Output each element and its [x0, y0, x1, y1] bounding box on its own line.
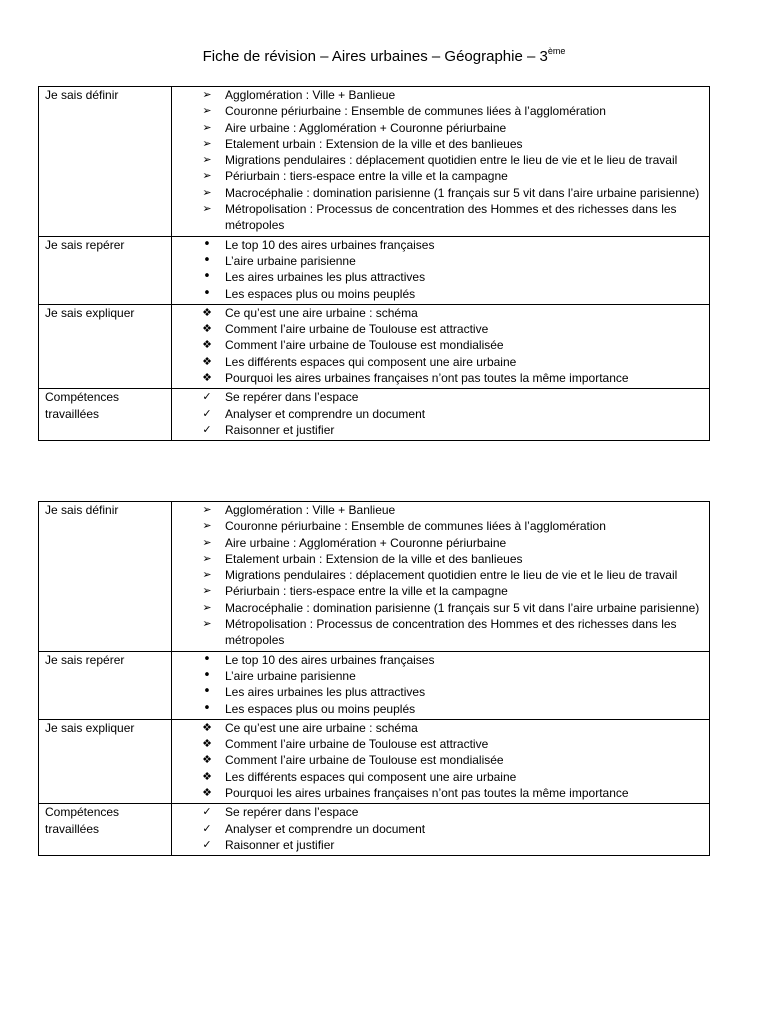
disc-bullet-icon: •	[203, 667, 211, 683]
check-bullet-icon: ✓	[202, 821, 212, 835]
list-item-text: Les différents espaces qui composent une aire urbaine	[225, 769, 517, 784]
list-item	[172, 535, 703, 551]
list-item	[172, 752, 703, 768]
list-item-text: Les aires urbaines les plus attractives	[225, 685, 426, 700]
arrow-bullet-icon: ➢	[202, 153, 212, 167]
bullet-list	[172, 389, 703, 438]
list-item-text: Le top 10 des aires urbaines françaises	[225, 652, 435, 667]
list-item	[172, 389, 703, 405]
list-item-text: Couronne périurbaine : Ensemble de communes liées à l’agglomération	[225, 519, 606, 534]
list-item-text: Ce qu’est une aire urbaine : schéma	[225, 720, 418, 735]
check-bullet-icon: ✓	[202, 805, 212, 819]
list-item	[172, 152, 703, 168]
arrow-bullet-icon: ➢	[202, 88, 212, 101]
list-item-text: Périurbain : tiers-espace entre la ville et la campagne	[225, 584, 508, 599]
diamond-bullet-icon: ❖	[202, 753, 212, 767]
disc-bullet-icon: •	[203, 252, 211, 268]
list-item	[172, 518, 703, 534]
row-label-competences-travaillees: Compétences travaillées	[39, 804, 172, 856]
list-item	[172, 286, 703, 302]
row-items-cell	[172, 502, 710, 652]
list-item	[172, 269, 703, 285]
list-item-text: Agglomération : Ville + Banlieue	[225, 503, 396, 517]
list-item	[172, 120, 703, 136]
list-item	[172, 321, 703, 337]
list-item	[172, 502, 703, 518]
list-item	[172, 567, 703, 583]
list-item	[172, 253, 703, 269]
list-item	[172, 354, 703, 370]
row-label-je-sais-definir: Je sais définir	[39, 87, 172, 237]
list-item	[172, 652, 703, 668]
arrow-bullet-icon: ➢	[202, 104, 212, 118]
bullet-list	[172, 720, 703, 801]
list-item-text: Pourquoi les aires urbaines françaises n’ont pas toutes la même importance	[225, 371, 629, 386]
disc-bullet-icon: •	[203, 684, 211, 700]
list-item	[172, 616, 703, 649]
row-items-cell	[172, 87, 710, 237]
row-items-cell	[172, 651, 710, 719]
row-items-cell	[172, 804, 710, 856]
list-item	[172, 736, 703, 752]
list-item-text: Raisonner et justifier	[225, 837, 335, 852]
diamond-bullet-icon: ❖	[202, 720, 212, 734]
disc-bullet-icon: •	[203, 236, 211, 252]
page-title	[0, 42, 768, 67]
arrow-bullet-icon: ➢	[202, 120, 212, 134]
list-item	[172, 684, 703, 700]
list-item	[172, 305, 703, 321]
list-item-text: Macrocéphalie : domination parisienne (1 français sur 5 vit dans l’aire urbaine parisienne)	[225, 600, 700, 615]
list-item	[172, 168, 703, 184]
list-item-text: Comment l’aire urbaine de Toulouse est attractive	[225, 737, 489, 752]
list-item-text: Aire urbaine : Agglomération + Couronne périurbaine	[225, 535, 507, 550]
arrow-bullet-icon: ➢	[202, 202, 212, 216]
list-item	[172, 583, 703, 599]
diamond-bullet-icon: ❖	[202, 737, 212, 751]
row-items-cell	[172, 236, 710, 304]
row-items-cell	[172, 389, 710, 441]
diamond-bullet-icon: ❖	[202, 371, 212, 385]
list-item-text: Les aires urbaines les plus attractives	[225, 270, 426, 285]
list-item	[172, 720, 703, 736]
diamond-bullet-icon: ❖	[202, 354, 212, 368]
list-item	[172, 551, 703, 567]
list-item-text: Aire urbaine : Agglomération + Couronne périurbaine	[225, 120, 507, 135]
table-row	[39, 87, 710, 237]
arrow-bullet-icon: ➢	[202, 503, 212, 516]
list-item-text: Périurbain : tiers-espace entre la ville et la campagne	[225, 169, 508, 184]
table-row	[39, 651, 710, 719]
arrow-bullet-icon: ➢	[202, 568, 212, 582]
check-bullet-icon: ✓	[202, 837, 212, 851]
list-item-text: Le top 10 des aires urbaines françaises	[225, 237, 435, 252]
table-row	[39, 804, 710, 856]
list-item	[172, 837, 703, 853]
arrow-bullet-icon: ➢	[202, 600, 212, 614]
list-item	[172, 600, 703, 616]
list-item-text: Raisonner et justifier	[225, 422, 335, 437]
list-item	[172, 103, 703, 119]
list-item	[172, 422, 703, 438]
table-row	[39, 719, 710, 803]
list-item-text: Ce qu’est une aire urbaine : schéma	[225, 305, 418, 320]
bullet-list	[172, 502, 703, 649]
list-item-text: L’aire urbaine parisienne	[225, 668, 356, 683]
list-item-text: L’aire urbaine parisienne	[225, 253, 356, 268]
disc-bullet-icon: •	[203, 269, 211, 285]
list-item-text: Pourquoi les aires urbaines françaises n’ont pas toutes la même importance	[225, 786, 629, 801]
check-bullet-icon: ✓	[202, 422, 212, 436]
list-item	[172, 821, 703, 837]
list-item-text: Etalement urbain : Extension de la ville et des banlieues	[225, 136, 523, 151]
list-item-text: Métropolisation : Processus de concentration des Hommes et des richesses dans les métropoles	[225, 202, 677, 233]
row-label-je-sais-expliquer: Je sais expliquer	[39, 304, 172, 388]
list-item-text: Analyser et comprendre un document	[225, 406, 426, 421]
diamond-bullet-icon: ❖	[202, 338, 212, 352]
arrow-bullet-icon: ➢	[202, 169, 212, 183]
check-bullet-icon: ✓	[202, 390, 212, 404]
list-item-text: Comment l’aire urbaine de Toulouse est mondialisée	[225, 338, 504, 353]
list-item-text: Comment l’aire urbaine de Toulouse est mondialisée	[225, 753, 504, 768]
list-item-text: Les espaces plus ou moins peuplés	[225, 286, 416, 301]
arrow-bullet-icon: ➢	[202, 185, 212, 199]
bullet-list	[172, 87, 703, 234]
list-item	[172, 370, 703, 386]
list-item-text: Analyser et comprendre un document	[225, 821, 426, 836]
list-item-text: Se repérer dans l’espace	[225, 805, 359, 820]
table-row	[39, 236, 710, 304]
list-item-text: Migrations pendulaires : déplacement quotidien entre le lieu de vie et le lieu de travail	[225, 153, 678, 168]
list-item	[172, 804, 703, 820]
list-item-text: Migrations pendulaires : déplacement quotidien entre le lieu de vie et le lieu de travail	[225, 568, 678, 583]
disc-bullet-icon: •	[203, 700, 211, 716]
row-items-cell	[172, 719, 710, 803]
row-label-je-sais-definir: Je sais définir	[39, 502, 172, 652]
diamond-bullet-icon: ❖	[202, 322, 212, 336]
list-item-text: Macrocéphalie : domination parisienne (1 français sur 5 vit dans l’aire urbaine parisienne)	[225, 185, 700, 200]
list-item	[172, 201, 703, 234]
table-row	[39, 304, 710, 388]
list-item	[172, 701, 703, 717]
bullet-list	[172, 652, 703, 717]
bullet-list	[172, 305, 703, 386]
list-item-text: Se repérer dans l’espace	[225, 390, 359, 405]
row-label-je-sais-reperer: Je sais repérer	[39, 651, 172, 719]
list-item-text: Etalement urbain : Extension de la ville et des banlieues	[225, 551, 523, 566]
revision-table-1	[38, 86, 710, 441]
list-item	[172, 136, 703, 152]
arrow-bullet-icon: ➢	[202, 551, 212, 565]
diamond-bullet-icon: ❖	[202, 769, 212, 783]
list-item-text: Comment l’aire urbaine de Toulouse est attractive	[225, 322, 489, 337]
row-label-je-sais-expliquer: Je sais expliquer	[39, 719, 172, 803]
list-item-text: Agglomération : Ville + Banlieue	[225, 88, 396, 102]
check-bullet-icon: ✓	[202, 406, 212, 420]
list-item-text: Métropolisation : Processus de concentration des Hommes et des richesses dans les métropoles	[225, 617, 677, 648]
arrow-bullet-icon: ➢	[202, 617, 212, 631]
list-item	[172, 87, 703, 103]
row-label-competences-travaillees: Compétences travaillées	[39, 389, 172, 441]
list-item	[172, 668, 703, 684]
disc-bullet-icon: •	[203, 285, 211, 301]
list-item	[172, 237, 703, 253]
list-item-text: Couronne périurbaine : Ensemble de communes liées à l’agglomération	[225, 104, 606, 119]
list-item-text: Les espaces plus ou moins peuplés	[225, 701, 416, 716]
row-items-cell	[172, 304, 710, 388]
arrow-bullet-icon: ➢	[202, 584, 212, 598]
list-item	[172, 785, 703, 801]
arrow-bullet-icon: ➢	[202, 535, 212, 549]
list-item-text: Les différents espaces qui composent une aire urbaine	[225, 354, 517, 369]
row-label-je-sais-reperer: Je sais repérer	[39, 236, 172, 304]
revision-table-2	[38, 501, 710, 856]
arrow-bullet-icon: ➢	[202, 136, 212, 150]
list-item	[172, 337, 703, 353]
list-item	[172, 769, 703, 785]
table-row	[39, 502, 710, 652]
list-item	[172, 406, 703, 422]
list-item	[172, 185, 703, 201]
disc-bullet-icon: •	[203, 651, 211, 667]
bullet-list	[172, 804, 703, 853]
diamond-bullet-icon: ❖	[202, 786, 212, 800]
page-title-superscript: ème	[547, 46, 566, 56]
arrow-bullet-icon: ➢	[202, 519, 212, 533]
bullet-list	[172, 237, 703, 302]
table-row	[39, 389, 710, 441]
page-title-text: Fiche de révision – Aires urbaines – Géographie – 3	[202, 48, 548, 65]
diamond-bullet-icon: ❖	[202, 305, 212, 319]
